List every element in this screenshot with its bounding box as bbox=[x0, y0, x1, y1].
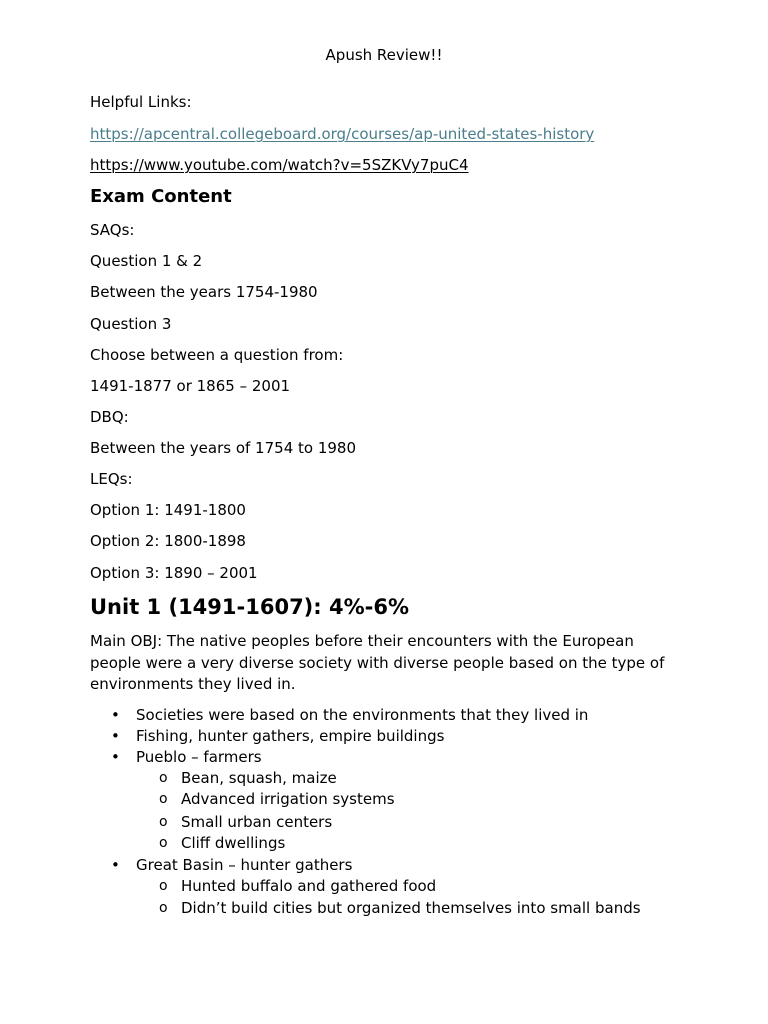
sub-bullet-marker: o bbox=[159, 900, 168, 916]
document-title: Apush Review!! bbox=[325, 46, 443, 64]
sub-bullet-text: Didn’t build cities but organized themselves into small bands bbox=[181, 899, 641, 917]
bullet-marker: • bbox=[111, 748, 120, 766]
bullet-marker: • bbox=[111, 856, 120, 874]
main-objective-paragraph: Main OBJ: The native peoples before their encounters with the European people were a very diverse society with diverse people based on the type of environments they lived in. bbox=[90, 632, 665, 693]
bullet-text: Pueblo – farmers bbox=[136, 748, 262, 766]
link-youtube[interactable]: https://www.youtube.com/watch?v=5SZKVy7puC4 bbox=[90, 156, 469, 174]
link-collegeboard[interactable]: https://apcentral.collegeboard.org/courses/ap-united-states-history bbox=[90, 125, 595, 143]
bullet-marker: • bbox=[111, 727, 120, 745]
exam-line: LEQs: bbox=[90, 470, 133, 488]
exam-line: Option 3: 1890 – 2001 bbox=[90, 564, 258, 582]
exam-line: Choose between a question from: bbox=[90, 346, 344, 364]
sub-bullet-marker: o bbox=[159, 878, 168, 894]
sub-bullet-text: Bean, squash, maize bbox=[181, 769, 337, 787]
sub-bullet-marker: o bbox=[159, 791, 168, 807]
exam-content-heading: Exam Content bbox=[90, 186, 232, 207]
exam-line: Between the years of 1754 to 1980 bbox=[90, 439, 357, 457]
bullet-text: Societies were based on the environments that they lived in bbox=[136, 706, 589, 724]
sub-bullet-marker: o bbox=[159, 770, 168, 786]
exam-line: Option 2: 1800-1898 bbox=[90, 532, 246, 550]
helpful-links-label: Helpful Links: bbox=[90, 93, 192, 111]
bullet-text: Fishing, hunter gathers, empire buildings bbox=[136, 727, 445, 745]
sub-bullet-marker: o bbox=[159, 814, 168, 830]
exam-line: SAQs: bbox=[90, 221, 135, 239]
exam-line: 1491-1877 or 1865 – 2001 bbox=[90, 377, 291, 395]
exam-line: Option 1: 1491-1800 bbox=[90, 501, 246, 519]
sub-bullet-text: Small urban centers bbox=[181, 813, 333, 831]
exam-line: DBQ: bbox=[90, 408, 129, 426]
sub-bullet-text: Hunted buffalo and gathered food bbox=[181, 877, 437, 895]
bullet-marker: • bbox=[111, 706, 120, 724]
exam-line: Question 1 & 2 bbox=[90, 252, 203, 270]
exam-line: Question 3 bbox=[90, 315, 172, 333]
unit-1-heading: Unit 1 (1491-1607): 4%-6% bbox=[90, 595, 410, 619]
exam-line: Between the years 1754-1980 bbox=[90, 283, 318, 301]
sub-bullet-marker: o bbox=[159, 835, 168, 851]
sub-bullet-text: Advanced irrigation systems bbox=[181, 790, 395, 808]
bullet-text: Great Basin – hunter gathers bbox=[136, 856, 353, 874]
sub-bullet-text: Cliff dwellings bbox=[181, 834, 286, 852]
